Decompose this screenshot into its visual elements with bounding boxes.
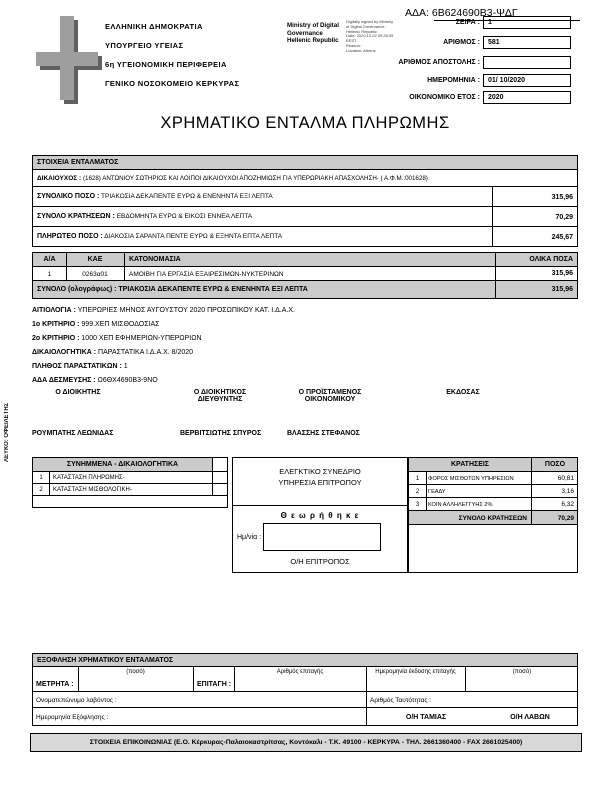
deduction-2-text: ΓΕΑΔΥ <box>428 489 446 495</box>
signatory-title-finance-head: Ο ΠΡΟΪΣΤΑΜΕΝΟΣ ΟΙΚΟΝΟΜΙΚΟΥ <box>298 389 362 403</box>
signatory-name-commander: ΡΟΥΜΠΑΤΗΣ ΛΕΩΝΙΔΑΣ <box>32 430 114 437</box>
kae-table-header <box>32 252 578 267</box>
org-line-ministry: ΥΠΟΥΡΓΕΙΟ ΥΓΕΙΑΣ <box>105 41 184 50</box>
document-title: ΧΡΗΜΑΤΙΚΟ ΕΝΤΑΛΜΑ ΠΛΗΡΩΜΗΣ <box>160 114 450 132</box>
settlement-header-label: ΕΞΟΦΛΗΣΗ ΧΡΗΜΑΤΙΚΟΥ ΕΝΤΑΛΜΑΤΟΣ <box>37 657 174 664</box>
series-value: 1 <box>488 19 492 26</box>
kae-row-kae: 0263α01 <box>82 271 108 278</box>
dispatch-number-field <box>483 56 571 69</box>
recipient-name-label: Ονοματεπώνυμο λαβόντος : <box>36 697 117 704</box>
deductions-header-label: ΚΡΑΤΗΣΕΙΣ <box>450 461 490 468</box>
audit-court-box <box>232 457 408 573</box>
reason-label: ΑΙΤΙΟΛΟΓΙΑ : <box>32 307 76 314</box>
attachment-1-num: 1 <box>39 475 43 481</box>
date-field <box>483 74 571 87</box>
cash-amount-label: (ποσό) <box>126 669 145 675</box>
total-amount-text: ΤΡΙΑΚΟΣΙΑ ΔΕΚΑΠΕΝΤΕ ΕΥΡΩ & ΕΝΕΝΗΝΤΑ ΕΞΙ ΛΕΠΤΑ <box>101 193 273 200</box>
deduction-3-num: 3 <box>415 502 420 508</box>
commitment-ada-value: Ω6ΘΧ4690Β3-9ΝΟ <box>97 377 158 384</box>
settlement-date-row <box>32 707 578 726</box>
fiscal-year-field <box>483 91 571 104</box>
total-deductions-value: 70,29 <box>555 214 573 221</box>
date-label: ΗΜΕΡΟΜΗΝΙΑ : <box>427 77 480 84</box>
payable-amount-value: 245,67 <box>551 234 573 241</box>
kae-col-name: ΚΑΤΟΝΟΜΑΣΙΑ <box>129 256 181 263</box>
deduction-2-num: 2 <box>415 489 420 495</box>
deduction-2-amount: 3,16 <box>561 488 574 495</box>
attachments-side-cell <box>212 457 228 472</box>
order-details-header <box>32 155 578 170</box>
signatory-name-admin-director: ΒΕΡΒΙΤΣΙΩΤΗΣ ΣΠΥΡΟΣ <box>180 430 262 437</box>
signature-line: Date: 2020.10.02 09:26:35 <box>346 33 394 39</box>
org-line-region: 6η ΥΓΕΙΟΝΟΜΙΚΗ ΠΕΡΙΦΕΡΕΙΑ <box>105 60 227 69</box>
signature-line: Hellenic Republic <box>346 28 377 34</box>
deduction-3-text: ΚΟΙΝ ΑΛΛΗΛΕΓΓΥΗΣ 2% <box>428 502 493 508</box>
docs-count-label: ΠΛΗΘΟΣ ΠΑΡΑΣΤΑΤΙΚΩΝ : <box>32 363 122 370</box>
kae-row-amount: 315,96 <box>551 270 573 277</box>
criterion-2-line <box>32 335 202 342</box>
signatory-name-finance-head: ΒΛΑΣΣΗΣ ΣΤΕΦΑΝΟΣ <box>287 430 360 437</box>
settlement-recipient-row <box>32 691 578 708</box>
cash-label: ΜΕΤΡΗΤΑ : <box>36 681 74 688</box>
attachment-2-num: 2 <box>39 487 43 493</box>
number-field <box>483 36 571 49</box>
deduction-row-3 <box>408 497 578 511</box>
cheque-label: ΕΠΙΤΑΓΗ : <box>197 681 232 688</box>
total-deductions-row <box>32 206 578 227</box>
supporting-docs-value: ΠΑΡΑΣΤΑΤΙΚΑ Ι.Δ.Α.Χ. 8/2020 <box>98 349 194 356</box>
kae-col-kae: ΚΑΕ <box>87 256 103 263</box>
supporting-docs-line <box>32 349 193 356</box>
deductions-amount-header: ΠΟΣΟ <box>544 461 566 468</box>
deduction-3-amount: 6,32 <box>561 501 574 508</box>
signature-line: Location: Athens <box>346 47 376 53</box>
recipient-id-label: Αριθμός Ταυτότητας : <box>370 697 432 704</box>
kae-total-row <box>32 280 578 299</box>
cheque-date-label: Ημερομηνία έκδοσης επιταγής <box>375 669 456 675</box>
payable-amount-row <box>32 226 578 247</box>
audit-date-field <box>263 523 381 551</box>
approved-stamp-text: Θ ε ω ρ ή θ η κ ε <box>280 511 360 520</box>
total-amount-value: 315,96 <box>551 194 573 201</box>
receiver-label: Ο/Η ΛΑΒΩΝ <box>510 714 550 721</box>
reason-value: ΥΠΕΡΩΡΙΕΣ ΜΗΝΟΣ ΑΥΓΟΥΣΤΟΥ 2020 ΠΡΟΣΩΠΙΚΟΥ ΚΑΤ. Ι.Δ.Α.Χ. <box>77 307 295 314</box>
beneficiary-label: ΔΙΚΑΙΟΥΧΟΣ : <box>37 175 82 182</box>
criterion-1-label: 1ο ΚΡΙΤΗΡΙΟ : <box>32 321 80 328</box>
audit-court-line1: ΕΛΕΓΚΤΙΚΟ ΣΥΝΕΔΡΙΟ <box>279 467 361 476</box>
signatory-title-commander: Ο ΔΙΟΙΚΗΤΗΣ <box>55 389 101 396</box>
hospital-cross-logo <box>36 16 106 108</box>
kae-total-label: ΣΥΝΟΛΟ (ολογράφως) : ΤΡΙΑΚΟΣΙΑ ΔΕΚΑΠΕΝΤΕ ΕΥΡΩ & ΕΝΕΝΗΝΤΑ ΕΞΙ ΛΕΠΤΑ <box>37 286 308 293</box>
signature-line: Digitally signed by Ministry <box>346 19 394 24</box>
stamp-line: Hellenic Republic <box>287 37 339 44</box>
kae-col-aa: Α/Α <box>43 256 56 263</box>
beneficiary-row <box>32 169 578 187</box>
stamp-line: Governance <box>287 29 323 37</box>
org-line-republic: ΕΛΛΗΝΙΚΗ ΔΗΜΟΚΡΑΤΙΑ <box>105 22 203 31</box>
total-amount-label: ΣΥΝΟΛΙΚΟ ΠΟΣΟ : <box>37 193 100 200</box>
series-label: ΣΕΙΡΑ : <box>455 19 480 26</box>
date-value: 01/ 10/2020 <box>488 77 525 84</box>
digital-governance-stamp <box>287 22 345 45</box>
kae-col-amount: ΟΛΙΚΑ ΠΟΣΑ <box>529 256 573 263</box>
audit-date-label: Ημ/νία : <box>237 534 262 541</box>
criterion-1-line <box>32 321 159 328</box>
attachment-row-empty <box>32 495 228 508</box>
signature-line: EEST <box>346 38 357 44</box>
signature-line: of Digital Governance, <box>346 23 386 29</box>
criterion-1-value: 999.ΧΕΠ ΜΙΣΘΟΔΟΣΙΑΣ <box>81 321 160 328</box>
signature-line: Reason: <box>346 42 361 48</box>
commitment-ada-line <box>32 377 158 384</box>
kae-data-row <box>32 266 578 281</box>
deduction-row-2 <box>408 484 578 498</box>
contact-info-text: ΣΤΟΙΧΕΙΑ ΕΠΙΚΟΙΝΩΝΙΑΣ (Ε.Ο. Κέρκυρας-Παλαιοκαστρίτσας, Κοντόκαλι - Τ.Κ. 49100 - ΚΕΡΚΥΡΑ - ΤΗΛ. 2661360400 - FAX 2661025400) <box>89 739 523 746</box>
deductions-total-amount: 70,29 <box>557 515 574 522</box>
audit-court-line2: ΥΠΗΡΕΣΙΑ ΕΠΙΤΡΟΠΟΥ <box>278 478 362 487</box>
cheque-amount-label: (ποσό) <box>512 669 532 675</box>
beneficiary-value: (1628) ΑΝΤΩΝΙΟΥ ΣΩΤΗΡΙΟΣ ΚΑΙ ΛΟΙΠΟΙ ΔΙΚΑΙΟΥΧΟΙ ΑΠΟΖΗΜΙΩΣΗ ΓΙΑ ΥΠΕΡΩΡΙΑΚΗ ΑΠΑΣΧΟΛΗΣΗ- ( Α.Φ.Μ.:001628) <box>82 175 428 182</box>
dispatch-number-label: ΑΡΙΘΜΟΣ ΑΠΟΣΤΟΛΗΣ : <box>398 59 480 66</box>
total-deductions-label: ΣΥΝΟΛΟ ΚΡΑΤΗΣΕΩΝ : <box>37 213 115 220</box>
payoff-date-label: Ημερομηνία Εξόφλησης : <box>36 714 109 721</box>
reason-line <box>32 307 295 314</box>
attachment-1-text: ΚΑΤΑΣΤΑΣΗ ΠΛΗΡΩΜΗΣ- <box>53 475 125 481</box>
logo-horizontal-bar <box>36 52 98 66</box>
signatory-title-admin-director: Ο ΔΙΟΙΚΗΤΙΚΟΣ ΔΙΕΥΘΥΝΤΗΣ <box>193 389 247 403</box>
fiscal-year-value: 2020 <box>488 94 504 101</box>
deduction-1-text: ΦΟΡΟΣ ΜΙΣΘΩΤΩΝ ΥΠΗΡΕΣΙΩΝ <box>428 476 514 482</box>
docs-count-line <box>32 363 128 370</box>
payable-amount-label: ΠΛΗΡΩΤΕΟ ΠΟΣΟ : <box>37 233 103 240</box>
fiscal-year-label: ΟΙΚΟΝΟΜΙΚΟ ΕΤΟΣ : <box>409 94 480 101</box>
side-copy-label: ΛΕΥΚΟ: ΟΦΕΙΛΕΤΗΣ <box>4 402 10 462</box>
number-value: 581 <box>488 39 500 46</box>
settlement-header <box>32 653 578 667</box>
ada-code: ΑΔΑ: 6Β624690Β3-ΨΔΓ <box>405 7 518 19</box>
deductions-header <box>408 457 578 472</box>
commitment-ada-label: ΑΔΑ ΔΕΣΜΕΥΣΗΣ : <box>32 377 96 384</box>
number-label: ΑΡΙΘΜΟΣ : <box>443 39 480 46</box>
stamp-line: Ministry of Digital <box>287 22 339 29</box>
supporting-docs-label: ΔΙΚΑΙΟΛΟΓΗΤΙΚΑ : <box>32 349 97 356</box>
attachments-header <box>32 457 213 472</box>
deduction-row-1 <box>408 471 578 485</box>
kae-total-amount: 315,96 <box>551 286 573 293</box>
kae-row-aa: 1 <box>47 271 52 278</box>
contact-info-bar <box>30 733 582 752</box>
total-amount-row <box>32 186 578 207</box>
deduction-1-num: 1 <box>415 476 420 482</box>
kae-row-name: ΑΜΟΙΒΗ ΓΙΑ ΕΡΓΑΣΙΑ ΕΞΑΙΡΕΣΙΜΩΝ-ΝΥΚΤΕΡΙΝΩΝ <box>129 271 284 278</box>
cheque-number-label: Αριθμός επιταγής <box>276 669 324 675</box>
docs-count-value: 1 <box>123 363 128 370</box>
criterion-2-value: 1000 ΧΕΠ ΕΦΗΜΕΡΙΩΝ-ΥΠΕΡΩΡΙΩΝ <box>81 335 202 342</box>
attachments-header-label: ΣΥΝΗΜΜΕΝΑ - ΔΙΚΑΙΟΛΟΓΗΤΙΚΑ <box>66 461 179 468</box>
deductions-total-label: ΣΥΝΟΛΟ ΚΡΑΤΗΣΕΩΝ <box>458 515 527 522</box>
signatory-title-issuer: ΕΚΔΟΣΑΣ <box>446 389 480 396</box>
org-line-hospital: ΓΕΝΙΚΟ ΝΟΣΟΚΟΜΕΙΟ ΚΕΡΚΥΡΑΣ <box>105 79 240 88</box>
series-field <box>483 16 571 29</box>
payable-amount-text: ΔΙΑΚΟΣΙΑ ΣΑΡΑΝΤΑ ΠΕΝΤΕ ΕΥΡΩ & ΕΞΗΝΤΑ ΕΠΤΑ ΛΕΠΤΑ <box>104 233 283 240</box>
order-details-header-label: ΣΤΟΙΧΕΙΑ ΕΝΤΑΛΜΑΤΟΣ <box>37 159 119 166</box>
attachment-2-text: ΚΑΤΑΣΤΑΣΗ ΜΙΣΘΟΛΟΓΙΚΗ- <box>53 487 132 493</box>
deduction-1-amount: 60,81 <box>557 475 574 482</box>
criterion-2-label: 2ο ΚΡΙΤΗΡΙΟ : <box>32 335 80 342</box>
deductions-total-row <box>408 510 578 525</box>
cashier-label: Ο/Η ΤΑΜΙΑΣ <box>405 714 447 721</box>
commissioner-label: Ο/Η ΕΠΙΤΡΟΠΟΣ <box>290 557 350 566</box>
total-deductions-text: ΕΒΔΟΜΗΝΤΑ ΕΥΡΩ & ΕΙΚΟΣΙ ΕΝΝΕΑ ΛΕΠΤΑ <box>116 213 253 220</box>
settlement-method-row <box>32 666 578 692</box>
